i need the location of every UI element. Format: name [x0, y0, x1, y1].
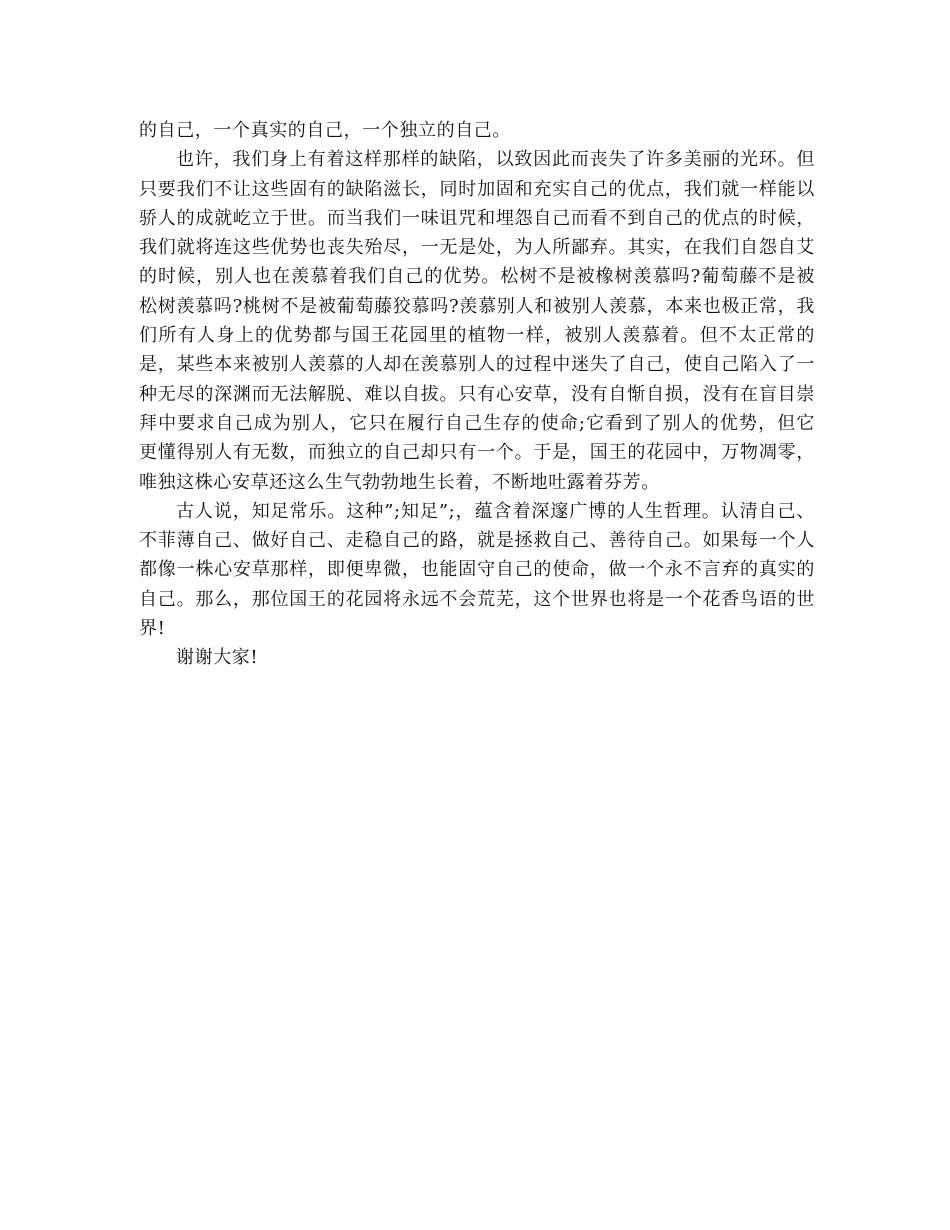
document-body [139, 116, 815, 673]
paragraph-closing-thanks: 谢谢大家! [176, 647, 259, 669]
paragraph-continuation: 的自己，一个真实的自己，一个独立的自己。 [139, 120, 511, 141]
paragraph-flaws-and-envy: 也许，我们身上有着这样那样的缺陷，以致因此而丧失了许多美丽的光环。但只要我们不让这些固有的缺陷滋长，同时加固和充实自己的优点，我们就一样能以骄人的成就屹立于世。而当我们一味诅咒和埋怨自己而看不到自己的优点的时候，我们就将连这些优势也丧失殆尽，一无是处，为人所鄙弃。其实，在我们自怨自艾的时候，别人也在羡慕着我们自己的优势。松树不是被橡树羡慕吗?葡萄藤不是被松树羡慕吗?桃树不是被葡萄藤狡慕吗?羡慕别人和被别人羡慕，本来也极正常，我们所有人身上的优势都与国王花园里的植物一样，被别人羡慕着。但不太正常的是，某些本来被别人羡慕的人却在羡慕别人的过程中迷失了自己，使自己陷入了一种无尽的深渊而无法解脱、难以自拔。只有心安草，没有自惭自损，没有在盲目崇拜中要求自己成为别人，它只在履行自己生存的使命;它看到了别人的优势，但它更懂得别人有无数，而独立的自己却只有一个。于是，国王的花园中，万物凋零，唯独这株心安草还这么生气勃勃地生长着，不断地吐露着芬芳。 [139, 149, 815, 493]
paragraph-contentment: 古人说，知足常乐。这种”;知足”;，蕴含着深邃广博的人生哲理。认清自己、不菲薄自己、做好自己、走稳自己的路，就是拯救自己、善待自己。如果每一个人都像一株心安草那样，即便卑微，也能固守自己的使命，做一个永不言弃的真实的自己。那么，那位国王的花园将永远不会荒芜，这个世界也将是一个花香鸟语的世界! [139, 500, 815, 640]
